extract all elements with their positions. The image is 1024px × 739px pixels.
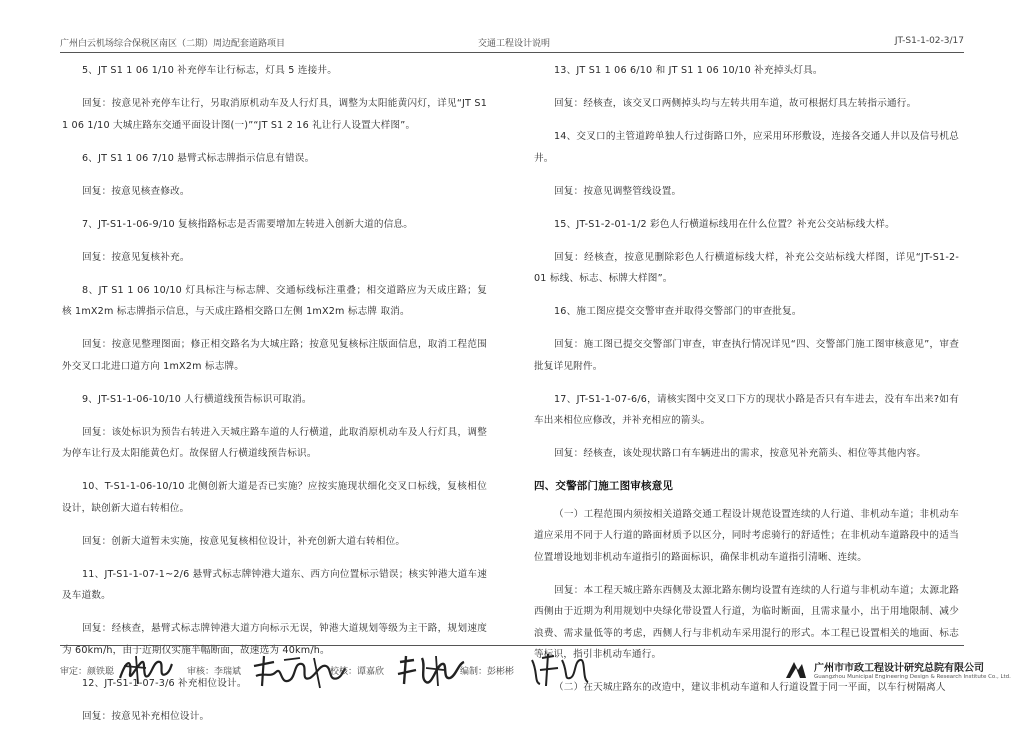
paragraph: 17、JT-S1-1-07-6/6，请核实图中交叉口下方的现状小路是否只有车进去，没有车出来?如有车出来相位应修改，并补充相应的箭头。 — [534, 393, 959, 426]
paragraph: 回复：本工程天城庄路东西侧及太源北路东侧均设置有连续的人行道与非机动车道；太源北路西侧由于近期为利用规划中央绿化带设置人行道，为临时断面，且需求量小，出于用地限制、减少浪费、需求量低等的考虑，西侧人行与非机动车采用混行的形式。本工程已设置相关的地面、标志等标识，指引非机动车通行。 — [534, 584, 959, 660]
paragraph: 14、交叉口的主管道跨单独人行过街路口外，应采用环形敷设，连接各交通人井以及信号机总井。 — [534, 131, 959, 164]
proofreader-label: 校核：谭嘉欣 — [330, 667, 385, 677]
document-code: JT-S1-1-02-3/17 — [894, 36, 964, 46]
left-column — [62, 60, 487, 739]
reviewer-label: 审定：颜铁聪 — [60, 667, 115, 677]
paragraph: 回复：经核查，该交叉口两侧掉头均与左转共用车道，故可根据灯具左转指示通行。 — [554, 98, 917, 109]
paragraph: 16、施工图应提交交警审查并取得交警部门的审查批复。 — [554, 306, 802, 317]
paragraph: （一）工程范围内须按相关道路交通工程设计规范设置连续的人行道、非机动车道；非机动车道应采用不同于人行道的路面材质予以区分，同时考虑骑行的舒适性；在非机动车道路段中的适当位置增设地划非机动车道指引的路面标识，确保非机动车道指引清晰、连续。 — [534, 508, 959, 563]
paragraph: 10、T-S1-1-06-10/10 北侧创新大道是否已实施？应按实施现状细化交叉口标线，复核相位设计，缺创新大道右转相位。 — [62, 481, 487, 514]
paragraph: 回复：施工图已提交交警部门审查，审查执行情况详见“四、交警部门施工图审核意见”，审查批复详见附件。 — [534, 339, 959, 372]
paragraph: 回复：该处标识为预告右转进入天城庄路车道的人行横道，此取消原机动车及人行灯具，调整为停车让行及太阳能黄色灯。故保留人行横道线预告标识。 — [62, 426, 487, 459]
page-header — [60, 34, 964, 50]
checker-label: 审核：李瑞斌 — [187, 667, 242, 677]
paragraph: 回复：经核查，该处现状路口有车辆进出的需求，按意见补充箭头、相位等其他内容。 — [554, 448, 927, 459]
company-logo-icon — [784, 658, 808, 682]
paragraph: 13、JT S1 1 06 6/10 和 JT S1 1 06 10/10 补充掉头灯具。 — [554, 65, 823, 76]
paragraph: 9、JT-S1-1-06-10/10 人行横道线预告标识可取消。 — [82, 393, 312, 405]
paragraph: （二）在天城庄路东的改造中，建议非机动车道和人行道设置于同一平面，以车行树隔离人 — [554, 682, 946, 693]
document-title: 交通工程设计说明 — [478, 39, 551, 49]
designer-signature — [528, 652, 590, 688]
paragraph: 回复：按意见整理图面；修正相交路名为大城庄路；按意见复核标注版面信息，取消工程范围外交叉口北进口道方向 1mX2m 标志牌。 — [62, 339, 487, 372]
proofreader-signature — [396, 652, 466, 690]
paragraph: 15、JT-S1-2-01-1/2 彩色人行横道标线用在什么位置？补充公交站标线大样。 — [554, 218, 895, 230]
paragraph: 11、JT-S1-1-07-1~2/6 悬臂式标志牌钟港大道东、西方向位置标示错误；核实钟港大道车速及车道数。 — [62, 568, 487, 601]
page-footer — [60, 652, 1011, 692]
company-logo — [784, 656, 1011, 688]
company-name: 广州市市政工程设计研究总院有限公司 — [814, 663, 984, 674]
paragraph: 回复：按意见复核补充。 — [82, 251, 190, 263]
paragraph: 回复：按意见补充停车让行，另取消原机动车及人行灯具，调整为太阳能黄闪灯，详见“JT S1 1 06 1/10 大城庄路东交通平面设计图(一)”“JT S1 2 16 礼让行人设置大样图”。 — [62, 98, 487, 131]
paragraph: 回复：创新大道暂未实施，按意见复核相位设计，补充创新大道右转相位。 — [82, 535, 406, 547]
paragraph: 回复：按意见核查修改。 — [82, 185, 190, 197]
paragraph: 回复：经核查，悬臂式标志牌钟港大道方向标示无误，钟港大道规划等级为主干路，规划速度为 60km/h，由于近期仅实施半幅断面，故速选为 40km/h。 — [62, 623, 487, 656]
paragraph: 12、JT-S1-1-07-3/6 补充相位设计。 — [82, 677, 247, 689]
paragraph: 回复：按意见补充相位设计。 — [82, 710, 210, 722]
paragraph: 6、JT S1 1 06 7/10 悬臂式标志牌指示信息有错误。 — [82, 152, 315, 164]
right-column — [534, 60, 959, 710]
project-name: 广州白云机场综合保税区南区（二期）周边配套道路项目 — [60, 39, 286, 49]
paragraph: 回复：经核查，按意见删除彩色人行横道标线大样，补充公交站标线大样图，详见“JT-S1-2-01 标线、标志、标牌大样图”。 — [534, 251, 959, 284]
company-name-en: Guangzhou Municipal Engineering Design & Research Institute Co., Ltd. — [814, 674, 1011, 680]
paragraph: 8、JT S1 1 06 10/10 灯具标注与标志牌、交通标线标注重叠；相交道路应为天成庄路；复核 1mX2m 标志牌指示信息，与天成庄路相交路口左侧 1mX2m 标志牌 取消。 — [62, 284, 487, 317]
reviewer-signature — [116, 652, 174, 688]
paragraph: 5、JT S1 1 06 1/10 补充停车让行标志，灯具 5 连接井。 — [82, 65, 337, 76]
paragraph: 回复：按意见调整管线设置。 — [554, 185, 682, 197]
paragraph: 7、JT-S1-1-06-9/10 复核指路标志是否需要增加左转进入创新大道的信息。 — [82, 218, 414, 230]
section-heading: 四、交警部门施工图审核意见 — [534, 480, 674, 492]
footer-rule — [60, 645, 964, 646]
header-rule — [60, 52, 964, 53]
designer-label: 编制：彭彬彬 — [460, 667, 515, 677]
